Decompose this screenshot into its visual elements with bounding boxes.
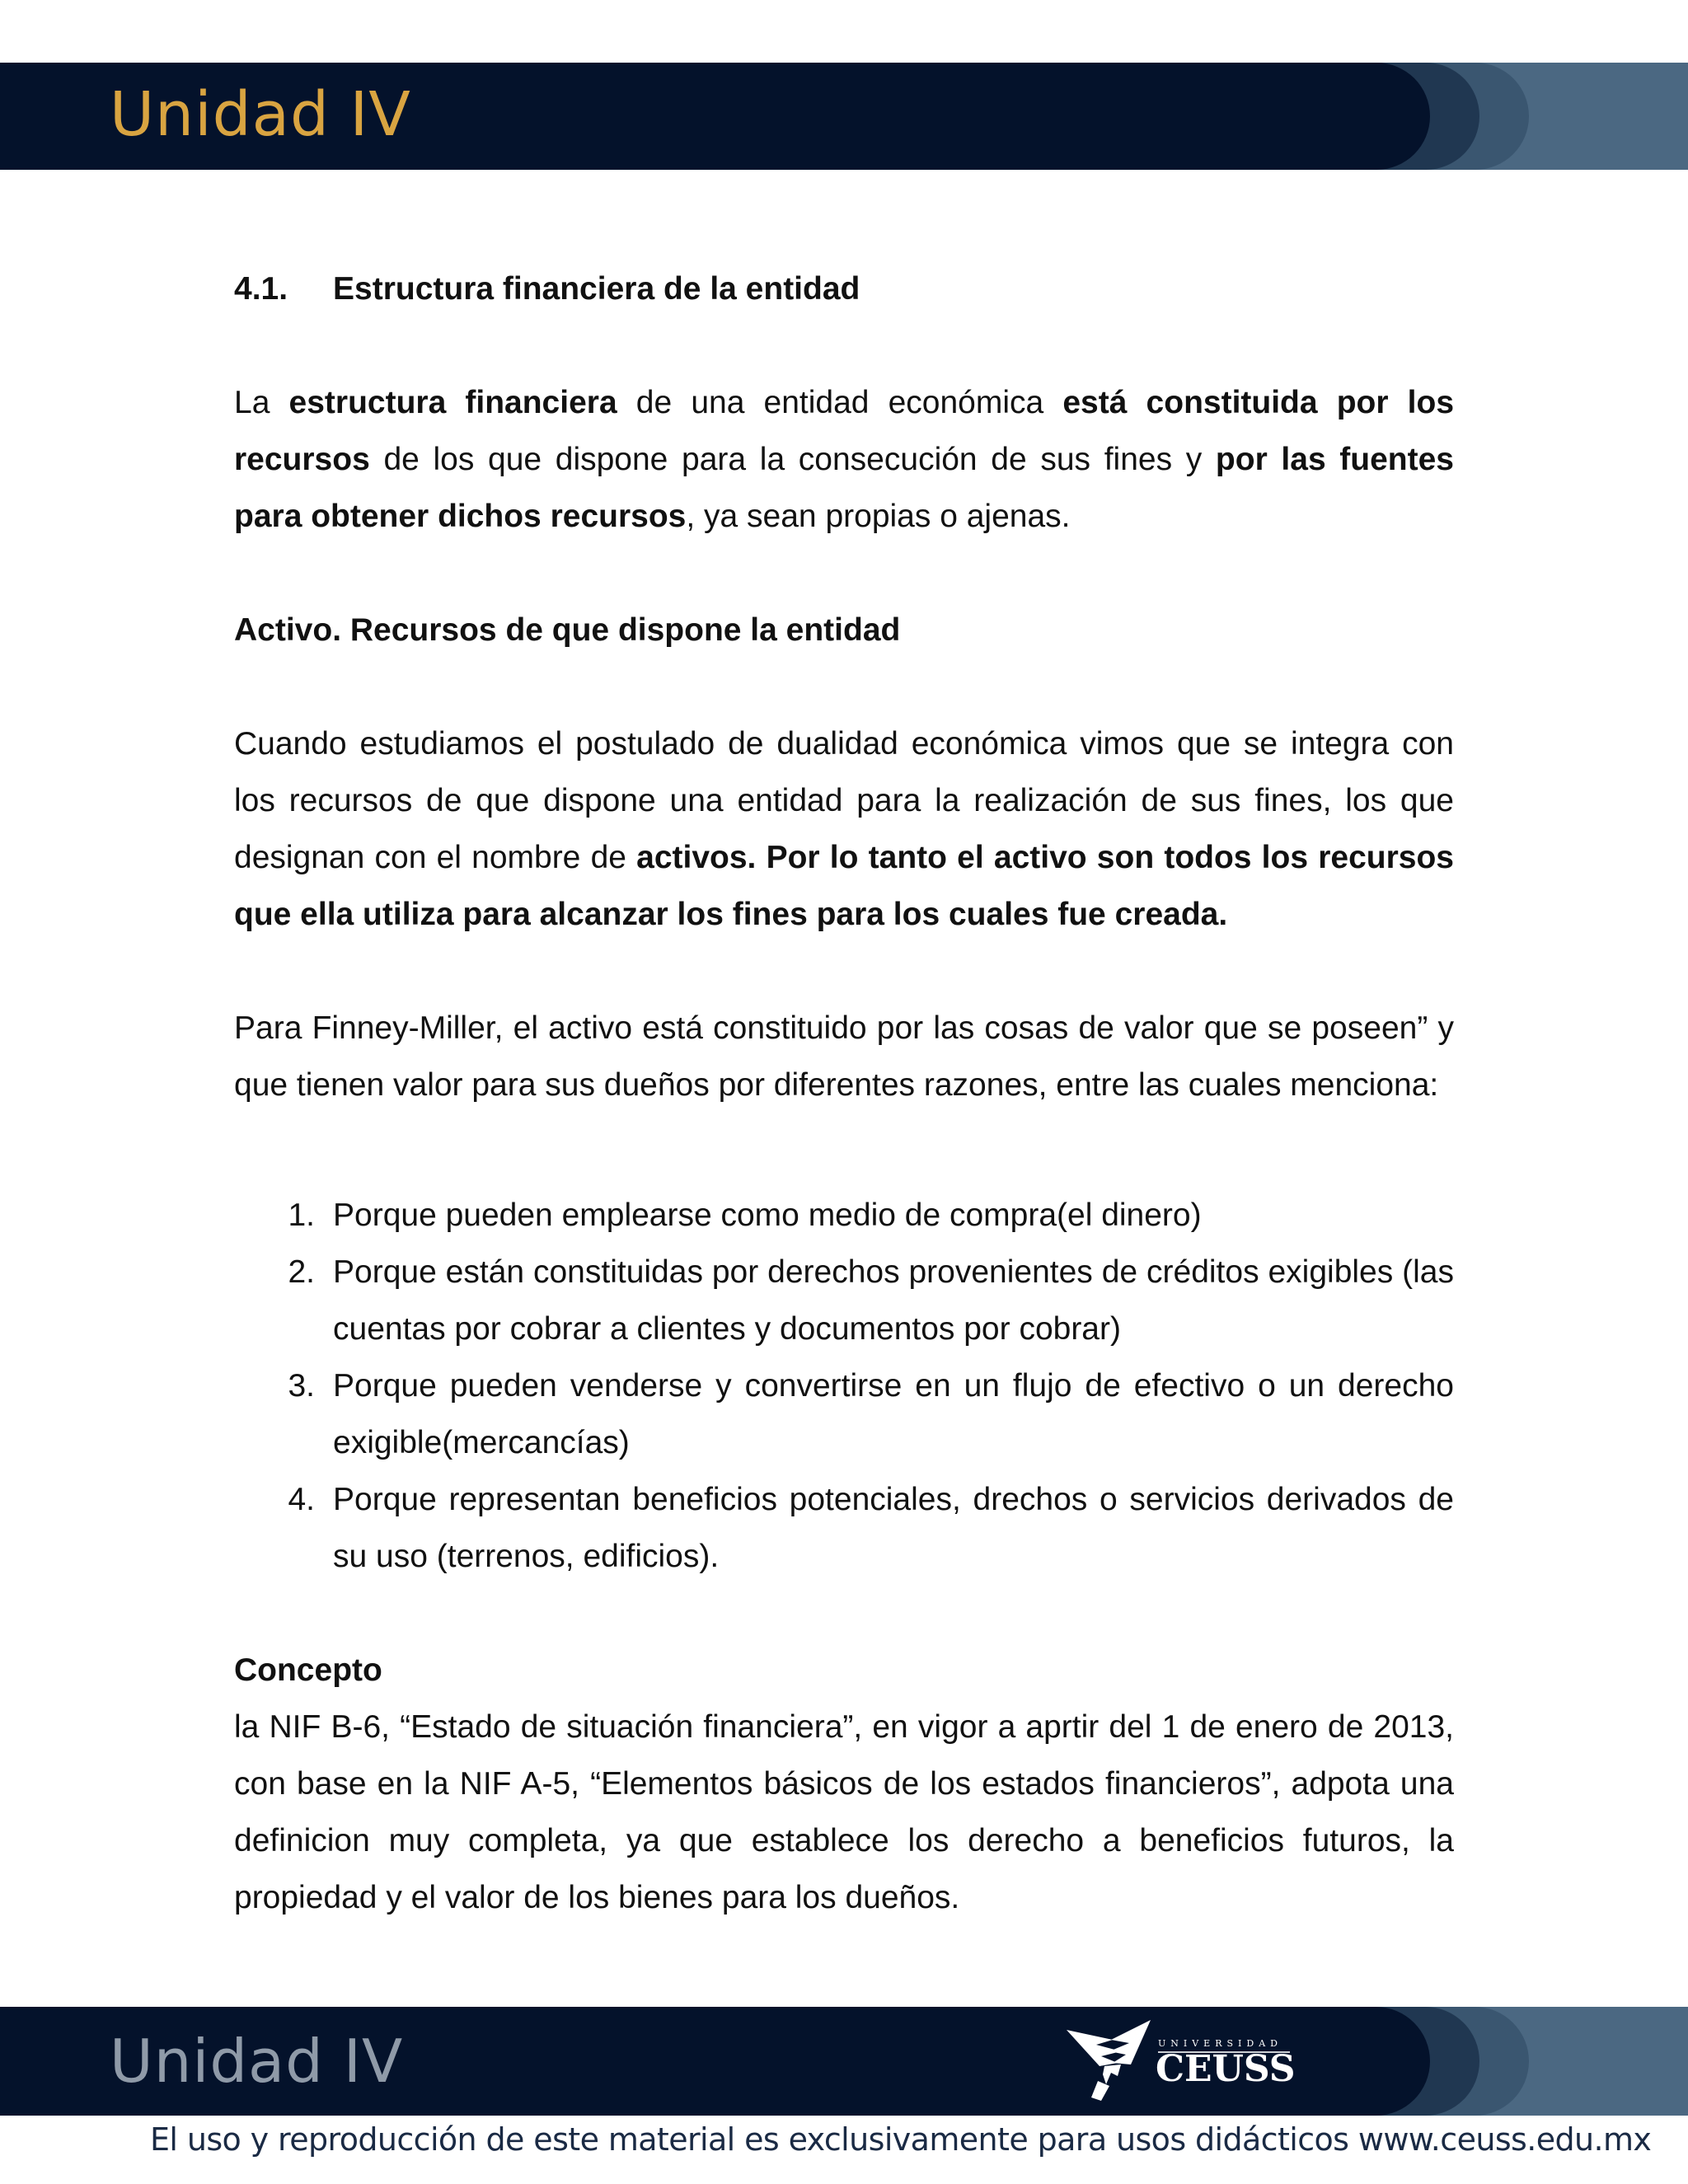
logo-name: CEUSS (1156, 2048, 1296, 2090)
list-item: 2. Porque están constituidas por derechos provenientes de créditos exigibles (las cuentas por cobrar a clientes y documentos por cobrar) (288, 1254, 1454, 1347)
document-body (234, 260, 1454, 1926)
footer-disclaimer: El uso y reproducción de este material es exclusivamente para usos didácticos www.ceuss.edu.mx (150, 2121, 1652, 2158)
section-heading (234, 260, 1454, 317)
header-band (0, 63, 1688, 170)
intro-paragraph: La estructura financiera de una entidad económica está constituida por los recursos de los que dispone para la consecución de sus fines y por las fuentes para obtener dichos recursos, ya sean propias o ajenas. (234, 385, 1455, 534)
logo-university-label: UNIVERSIDAD (1158, 2038, 1282, 2049)
section-number: 4.1. (234, 271, 288, 307)
header-title: Unidad IV (110, 79, 411, 150)
activo-heading: Activo. Recursos de que dispone la entidad (234, 612, 901, 648)
footer-title: Unidad IV (110, 2027, 404, 2096)
ceuss-eagle-icon (1063, 2015, 1154, 2107)
ceuss-logo (1063, 2015, 1302, 2107)
section-title: Estructura financiera de la entidad (333, 271, 860, 307)
finney-paragraph: Para Finney-Miller, el activo está constituido por las cosas de valor que se poseen” y que tienen valor para sus dueños por diferentes razones, entre las cuales menciona: (234, 1010, 1454, 1103)
list-item: 3. Porque pueden venderse y convertirse en un flujo de efectivo o un derecho exigible(mercancías) (288, 1368, 1454, 1460)
activo-paragraph: Cuando estudiamos el postulado de dualidad económica vimos que se integra con los recursos de que dispone una entidad para la realización de sus fines, los que designan con el nombre de activos. Por lo tanto el activo son todos los recursos que ella utiliza para alcanzar los fines para los cuales fue creada. (234, 726, 1454, 932)
concepto-paragraph: la NIF B-6, “Estado de situación financiera”, en vigor a aprtir del 1 de enero de 2013, con base en la NIF A-5, “Elementos básicos de los estados financieros”, adpota una definicion muy completa, ya que establece los derecho a beneficios futuros, la propiedad y el valor de los bienes para los dueños. (234, 1709, 1454, 1915)
concepto-heading: Concepto (234, 1652, 382, 1688)
list-item: 4. Porque representan beneficios potenciales, drechos o servicios derivados de su uso (terrenos, edificios). (288, 1482, 1454, 1574)
footer-band (0, 2007, 1688, 2116)
reasons-list (234, 1187, 1454, 1585)
list-item: 1. Porque pueden emplearse como medio de compra(el dinero) (288, 1197, 1202, 1233)
